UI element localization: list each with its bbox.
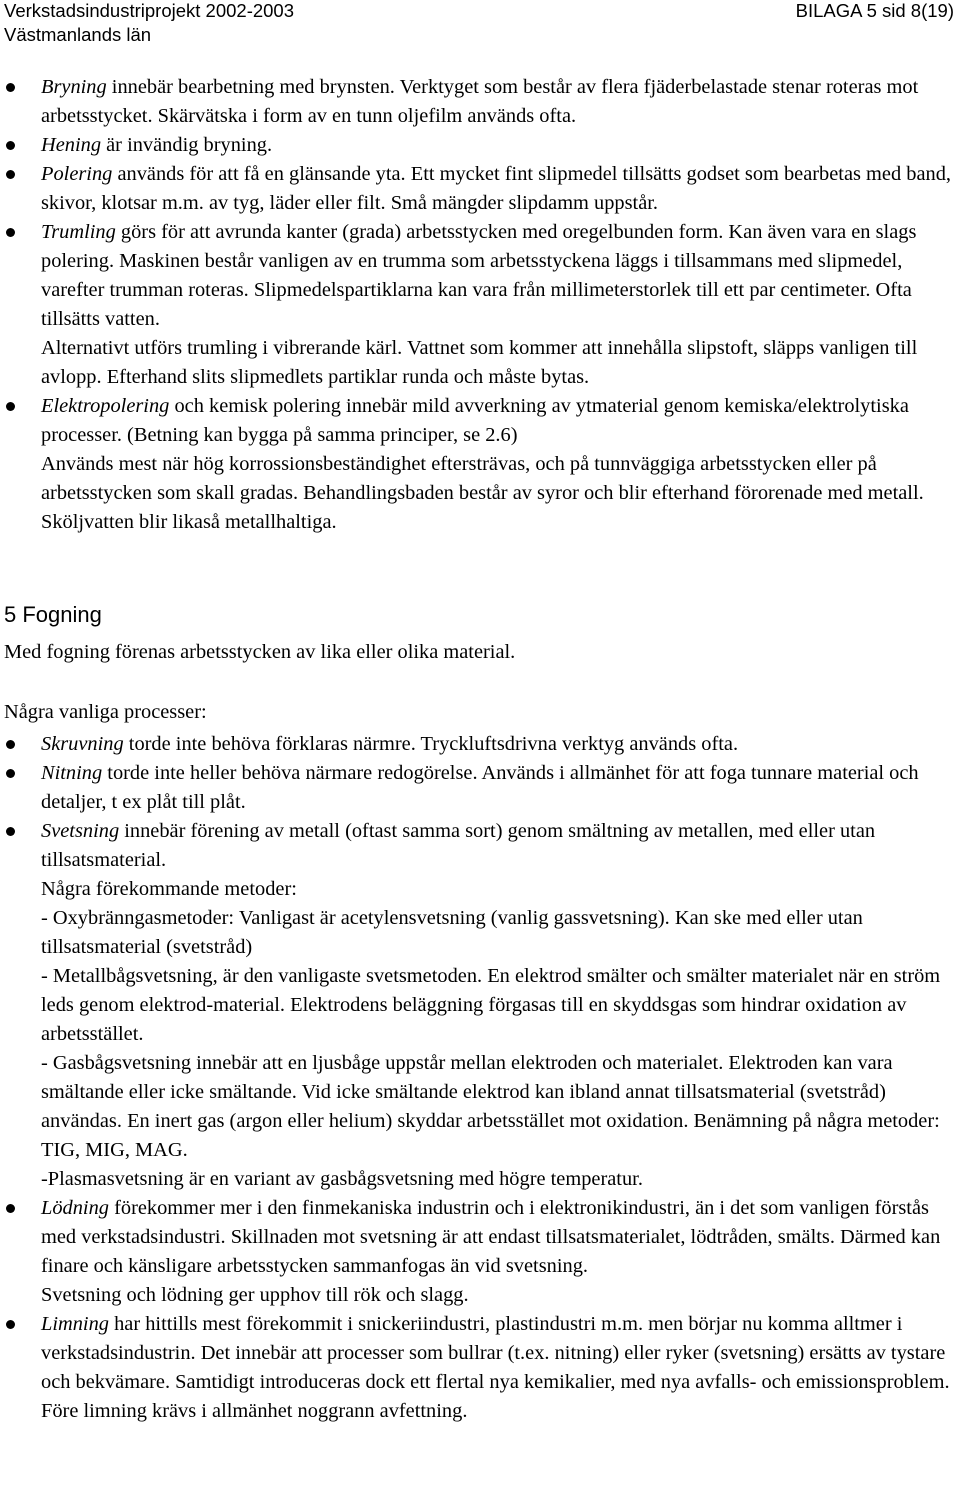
description: används för att få en glänsande yta. Ett mycket fint slipmedel tillsätts godset som bearbetas med band, skivor, klotsar m.m. av tyg, läder eller filt. Små mängder slipdamm uppstår.: [41, 163, 951, 214]
description: förekommer mer i den finmekaniska industrin och i elektronikindustri, än i det som vanligen förstås med verkstadsindustri. Skillnaden mot svetsning är att endast tillsatsmaterialet, lödtråden, smälts. Därmed kan finare och känsligare arbetsstycken sammanfogas än vid svetsning.: [41, 1197, 941, 1277]
description-continued: Används mest när hög korrossionsbeständighet eftersträvas, och på tunnväggiga arbetsstycken eller på arbetsstycken som skall gradas. Behandlingsbaden består av syror och blir efterhand förorenade med metall. Sköljvatten blir likaså metallhaltiga.: [41, 453, 924, 533]
list-item: [4, 759, 954, 817]
term: Svetsning: [41, 820, 120, 842]
list-item: [4, 1194, 954, 1310]
description: innebär bearbetning med brynsten. Verktyget som består av flera fjäderbelastade stenar roteras mot arbetsstycket. Skärvätska i form av en tunn oljefilm används ofta.: [41, 76, 919, 127]
method-line: - Gasbågsvetsning innebär att en ljusbåge uppstår mellan elektroden och materialet. Elektroden kan vara smältande eller icke smältande. Vid icke smältande elektrod kan ibland annat tillsatsmaterial (svetstråd) användas. En inert gas (argon eller helium) skyddar arbetsstället mot oxidation. Benämning på några metoder: TIG, MIG, MAG.: [41, 1052, 940, 1161]
list-item: [4, 817, 954, 1194]
header-region: Västmanlands län: [4, 24, 152, 45]
description: görs för att avrunda kanter (grada) arbetsstycken med oregelbunden form. Kan även vara en slags polering. Maskinen består vanligen av en trumma som arbetsstyckena läggs i tillsammans med slipmedel, varefter trumman roteras. Slipmedelspartiklarna kan vara från millimeterstorlek till ett par centimeter. Ofta tillsätts vatten.: [41, 221, 917, 330]
description: är invändig bryning.: [101, 134, 273, 156]
header-page-label: BILAGA 5 sid 8(19): [795, 0, 954, 21]
term: Polering: [41, 163, 113, 185]
method-line: -Plasmasvetsning är en variant av gasbågsvetsning med högre temperatur.: [41, 1168, 643, 1190]
description: har hittills mest förekommit i snickeriindustri, plastindustri m.m. men börjar nu komma alltmer i verkstadsindustrin. Det innebär att processer som bullrar (t.ex. nitning) eller ryker (svetsning) ersätts av tystare och bekvämare. Samtidigt introduceras dock ett flertal nya kemikalier, med nya avfalls- och emissionsproblem. Före limning krävs i allmänhet noggrann avfettning.: [41, 1313, 950, 1422]
joining-methods-list: [4, 730, 954, 1426]
methods-intro: Några förekommande metoder:: [41, 878, 297, 900]
list-item: [4, 392, 954, 537]
term: Nitning: [41, 762, 103, 784]
list-item: [4, 218, 954, 392]
list-item: [4, 730, 954, 759]
term: Hening: [41, 134, 102, 156]
term: Bryning: [41, 76, 107, 98]
term: Trumling: [41, 221, 116, 243]
description: torde inte behöva förklaras närmre. Tryckluftsdrivna verktyg används ofta.: [123, 733, 739, 755]
description-continued: Svetsning och lödning ger upphov till rök och slagg.: [41, 1284, 469, 1306]
section-intro: Med fogning förenas arbetsstycken av lika eller olika material.: [4, 641, 516, 663]
finishing-methods-list: [4, 73, 954, 537]
term: Limning: [41, 1313, 109, 1335]
description-continued: Alternativt utförs trumling i vibrerande kärl. Vattnet som kommer att innehålla slipstoft, släpps vanligen till avlopp. Efterhand slits slipmedlets partiklar runda och måste bytas.: [41, 337, 918, 388]
section-subheading: Några vanliga processer:: [4, 701, 207, 723]
term: Lödning: [41, 1197, 109, 1219]
section-heading: 5 Fogning: [4, 602, 102, 627]
term: Elektropolering: [41, 395, 170, 417]
description: innebär förening av metall (oftast samma sort) genom smältning av metallen, med eller utan tillsatsmaterial.: [41, 820, 876, 871]
method-line: - Metallbågsvetsning, är den vanligaste svetsmetoden. En elektrod smälter och smälter materialet när en ström leds genom elektrod-material. Elektrodens beläggning förgasas till en skyddsgas som hindrar oxidation av arbetsstället.: [41, 965, 941, 1045]
list-item: [4, 160, 954, 218]
method-line: - Oxybränngasmetoder: Vanligast är acetylensvetsning (vanlig gassvetsning). Kan ske med eller utan tillsatsmaterial (svetstråd): [41, 907, 863, 958]
description: torde inte heller behöva närmare redogörelse. Används i allmänhet för att foga tunnare material och detaljer, t ex plåt till plåt.: [41, 762, 919, 813]
header-project: Verkstadsindustriprojekt 2002-2003: [4, 0, 295, 21]
description: och kemisk polering innebär mild avverkning av ytmaterial genom kemiska/elektrolytiska processer. (Betning kan bygga på samma principer, se 2.6): [41, 395, 909, 446]
document-page: [4, 0, 954, 1422]
list-item: [4, 1310, 954, 1426]
list-item: [4, 73, 954, 131]
term: Skruvning: [41, 733, 124, 755]
list-item: [4, 131, 954, 160]
page-header: [4, 0, 954, 46]
